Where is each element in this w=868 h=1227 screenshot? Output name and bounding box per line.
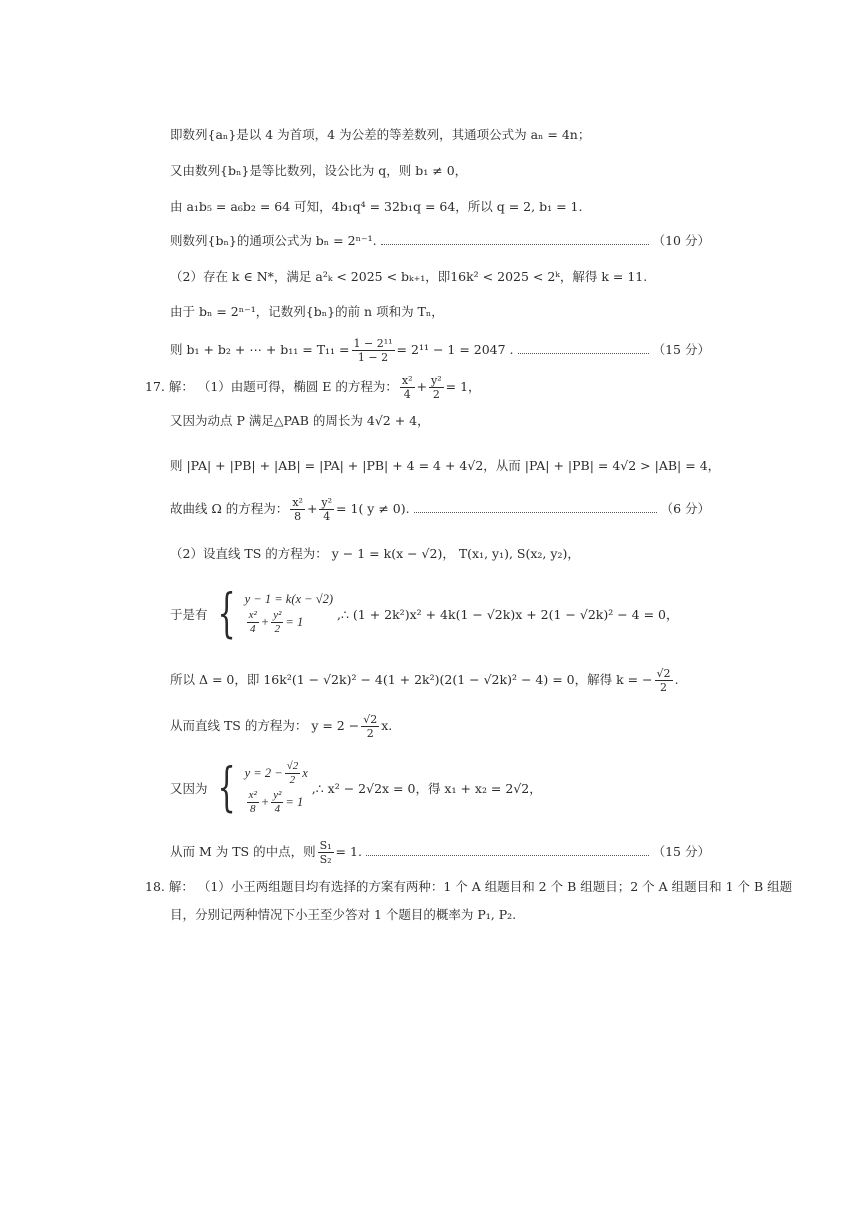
plus-sign: +: [306, 501, 318, 516]
text-line-4: [170, 232, 710, 250]
fraction-numerator: x²: [248, 609, 257, 621]
line-10-text: 则 |PA| + |PB| + |AB| = |PA| + |PB| + 4 = 4 + 4√2，从而 |PA| + |PB| = 4√2 > |AB| = 4，: [170, 458, 721, 473]
question-number: 17. 解：: [145, 379, 194, 394]
line-8-suffix: = 1，: [445, 379, 481, 394]
line-18-text: （1）小王两组题目均有选择的方案有两种：1 个 A 组题目和 2 个 B 组题目；2 个 A 组题目和 1 个 B 组题: [197, 879, 793, 894]
line-4-text: 则数列{bₙ}的通项公式为 bₙ = 2ⁿ⁻¹.: [170, 233, 377, 248]
fraction-denominator: 2: [274, 623, 281, 635]
fraction-numerator: √2: [363, 712, 378, 726]
question-18-line-1: [145, 878, 792, 896]
text-line-6: [170, 303, 444, 321]
dot-leader: [518, 353, 649, 354]
line-17-prefix: 从而 M 为 TS 的中点，则: [170, 844, 316, 859]
score-label: （6 分）: [660, 501, 710, 516]
text-line-12: [170, 545, 580, 563]
fraction-numerator: x²: [292, 495, 303, 509]
line-2-text: 又由数列{bₙ}是等比数列，设公比为 q，则 b₁ ≠ 0，: [170, 163, 468, 178]
equation-variable: x: [302, 766, 308, 780]
line-5-text: （2）存在 k ∈ N*，满足 a²ₖ < 2025 < bₖ₊₁，即16k² < 2025 < 2ᵏ，解得 k = 11.: [170, 269, 648, 284]
line-12-text: （2）设直线 TS 的方程为： y − 1 = k(x − √2)， T(x₁, y₁), S(x₂, y₂)，: [170, 546, 580, 561]
question-17-line-1: [145, 373, 481, 401]
text-line-1: [170, 126, 590, 144]
fraction-denominator: 4: [274, 803, 281, 815]
fraction: [655, 667, 673, 694]
system-equations: [245, 760, 308, 816]
line-14-suffix: .: [674, 672, 679, 687]
system-equation: [245, 789, 308, 816]
equation-rhs: = 1: [285, 615, 304, 629]
fraction-numerator: y²: [273, 609, 282, 621]
fraction: [271, 609, 283, 636]
line-9-text: 又因为动点 P 满足△PAB 的周长为 4√2 + 4，: [170, 413, 430, 428]
text-line-2: [170, 162, 467, 180]
text-line-7: [170, 336, 710, 364]
question-number: 18. 解：: [145, 879, 194, 894]
dot-leader: [414, 512, 657, 513]
fraction-denominator: 2: [289, 774, 296, 786]
fraction: [247, 609, 259, 636]
equation-system-1: [170, 584, 679, 644]
fraction-denominator: 2: [432, 387, 440, 401]
equation-rhs: = 1: [285, 795, 304, 809]
fraction: [319, 496, 334, 523]
fraction-numerator: √2: [656, 666, 671, 680]
plus-sign: +: [260, 795, 270, 809]
fraction: [285, 760, 301, 787]
fraction-denominator: 1 − 2: [357, 350, 389, 364]
system-equation: y − 1 = k(x − √2): [244, 592, 333, 606]
line-15-prefix: 从而直线 TS 的方程为： y = 2 −: [170, 718, 360, 733]
line-19-text: 目，分别记两种情况下小王至少答对 1 个题目的概率为 P₁, P₂.: [170, 907, 517, 922]
fraction: [318, 839, 334, 866]
line-3-text: 由 a₁b₅ = a₆b₂ = 64 可知，4b₁q⁴ = 32b₁q = 64，所以 q = 2, b₁ = 1.: [170, 199, 583, 214]
fraction-numerator: 1 − 2¹¹: [353, 336, 393, 350]
line-1-text: 即数列{aₙ}是以 4 为首项，4 为公差的等差数列，其通项公式为 aₙ = 4n；: [170, 127, 591, 142]
text-line-9: [170, 412, 430, 430]
system-equations: [245, 592, 333, 636]
fraction: [247, 789, 259, 816]
line-13-prefix: 于是有: [170, 607, 208, 622]
fraction-numerator: x²: [248, 789, 257, 801]
score-label: （15 分）: [652, 342, 710, 357]
fraction-numerator: S₁: [319, 838, 332, 852]
system-equation: [245, 609, 333, 636]
fraction-denominator: 2: [366, 726, 374, 740]
fraction-numerator: y²: [273, 789, 282, 801]
fraction: [352, 337, 395, 364]
line-8-prefix: （1）由题可得，椭圆 E 的方程为：: [197, 379, 398, 394]
fraction: [290, 496, 305, 523]
text-line-5: [170, 268, 647, 286]
fraction-denominator: 4: [403, 387, 411, 401]
text-line-10: [170, 457, 720, 475]
fraction-denominator: S₂: [319, 852, 332, 866]
fraction: [429, 374, 444, 401]
fraction-numerator: y²: [431, 373, 442, 387]
line-6-text: 由于 bₙ = 2ⁿ⁻¹，记数列{bₙ}的前 n 项和为 Tₙ，: [170, 304, 444, 319]
plus-sign: +: [260, 615, 270, 629]
line-15-suffix: x.: [381, 718, 393, 733]
line-11-prefix: 故曲线 Ω 的方程为：: [170, 501, 289, 516]
text-line-11: [170, 495, 710, 523]
fraction: [361, 713, 379, 740]
dot-leader: [366, 855, 649, 856]
fraction-numerator: y²: [321, 495, 333, 509]
text-line-14: [170, 666, 679, 694]
fraction-denominator: 4: [249, 623, 256, 635]
text-line-3: [170, 198, 582, 216]
line-7-suffix: = 2¹¹ − 1 = 2047 .: [396, 342, 514, 357]
fraction: [271, 789, 283, 816]
text-line-15: [170, 712, 392, 740]
line-16-prefix: 又因为: [170, 781, 208, 796]
dot-leader: [381, 244, 649, 245]
score-label: （15 分）: [652, 844, 710, 859]
line-16-suffix: ,∴ x² − 2√2x = 0，得 x₁ + x₂ = 2√2，: [311, 781, 542, 796]
fraction-numerator: √2: [286, 760, 299, 772]
fraction-denominator: 8: [249, 803, 256, 815]
line-11-suffix: = 1( y ≠ 0).: [336, 501, 410, 516]
fraction: [400, 374, 415, 401]
equation-lhs: y = 2 −: [244, 766, 283, 780]
left-brace: {: [216, 758, 236, 818]
question-18-line-2: [170, 906, 516, 924]
fraction-denominator: 8: [294, 509, 302, 523]
line-7-prefix: 则 b₁ + b₂ + ⋯ + b₁₁ = T₁₁ =: [170, 342, 350, 357]
left-brace: {: [216, 584, 236, 644]
plus-sign: +: [416, 379, 427, 394]
line-13-suffix: ,∴ (1 + 2k²)x² + 4k(1 − √2k)x + 2(1 − √2k)² − 4 = 0，: [337, 607, 679, 622]
line-17-suffix: = 1.: [335, 844, 362, 859]
system-equation: [245, 760, 308, 787]
fraction-denominator: 4: [323, 509, 331, 523]
score-label: （10 分）: [652, 233, 710, 248]
fraction-numerator: x²: [401, 373, 413, 387]
line-14-prefix: 所以 Δ = 0，即 16k²(1 − √2k)² − 4(1 + 2k²)(2(1 − √2k)² − 4) = 0，解得 k = −: [170, 672, 653, 687]
fraction-denominator: 2: [660, 680, 668, 694]
text-line-17: [170, 838, 710, 866]
equation-system-2: [170, 760, 542, 816]
